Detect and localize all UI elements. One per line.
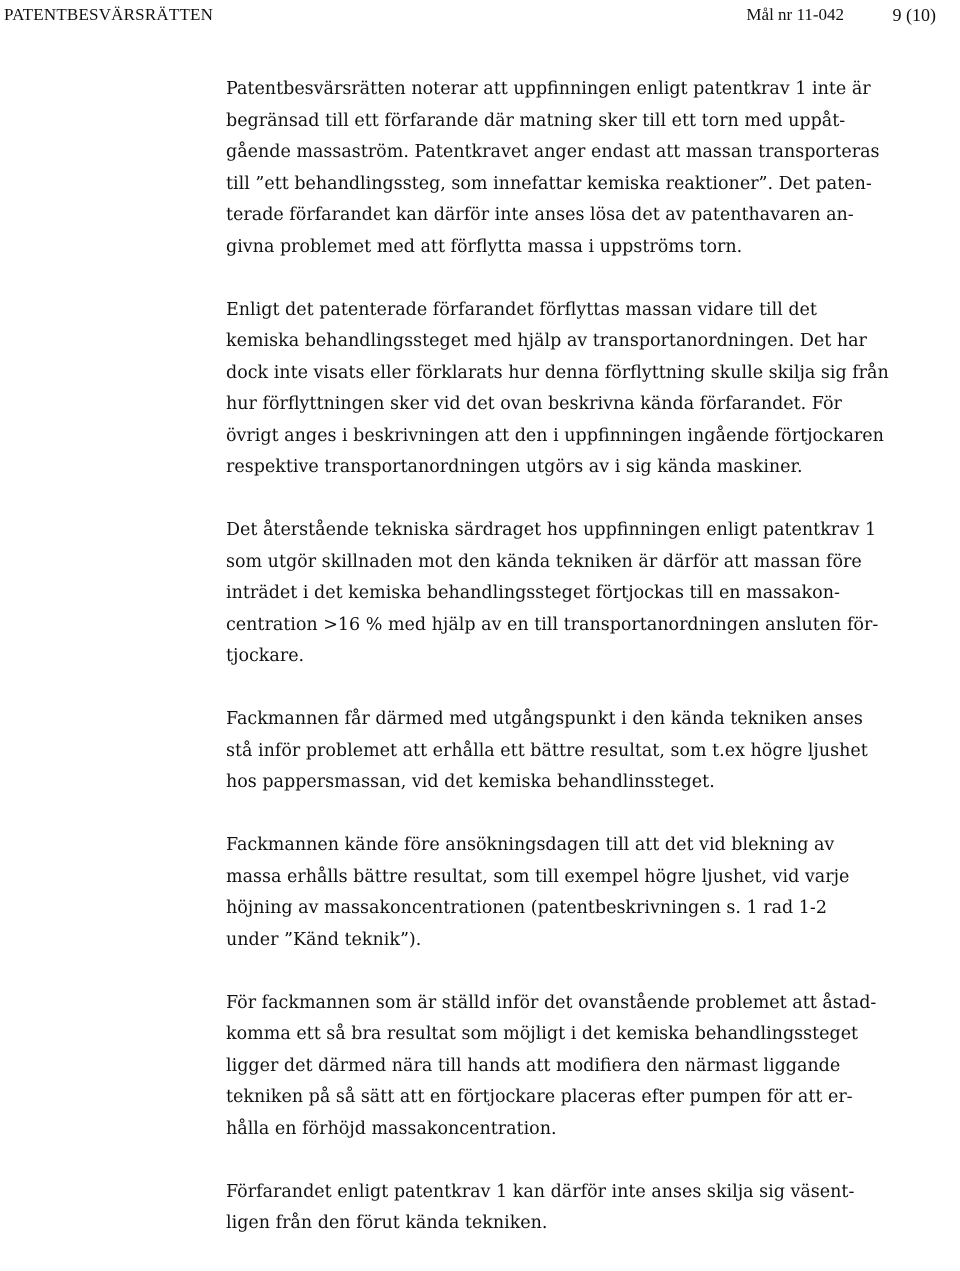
paragraph-3 — [226, 515, 956, 673]
text-line: som utgör skillnaden mot den kända tekniken är därför att massan före — [226, 551, 862, 572]
text-line: Patentbesvärsrätten noterar att uppfinningen enligt patentkrav 1 inte är — [226, 79, 871, 99]
text-line: under ”Känd teknik”). — [226, 929, 422, 950]
text-line: terade förfarandet kan därför inte anses lösa det av patenthavaren an- — [226, 205, 854, 225]
page-header — [0, 0, 960, 30]
text-line: centration >16 % med hjälp av en till transportanordningen ansluten för- — [226, 614, 879, 635]
document-body — [226, 74, 956, 1271]
text-line: Det återstående tekniska särdraget hos uppfinningen enligt patentkrav 1 — [226, 520, 877, 540]
text-line: ligger det därmed nära till hands att modifiera den närmast liggande — [226, 1055, 841, 1076]
text-line: hos pappersmassan, vid det kemiska behandlinssteget. — [226, 772, 715, 792]
paragraph-4 — [226, 704, 956, 799]
text-line: ligen från den förut kända tekniken. — [226, 1213, 548, 1233]
text-line: till ”ett behandlingssteg, som innefattar kemiska reaktioner”. Det paten- — [226, 173, 872, 194]
text-line: tjockare. — [226, 646, 305, 666]
text-line: massa erhålls bättre resultat, som till exempel högre ljushet, vid varje — [226, 866, 850, 887]
text-line: Fackmannen kände före ansökningsdagen till att det vid blekning av — [226, 835, 835, 855]
text-line: komma ett så bra resultat som möjligt i det kemiska behandlingssteget — [226, 1024, 859, 1044]
paragraph-1 — [226, 74, 956, 263]
text-line: stå inför problemet att erhålla ett bättre resultat, som t.ex högre ljushet — [226, 740, 868, 761]
paragraph-7 — [226, 1177, 956, 1240]
text-line: hur förflyttningen sker vid det ovan beskrivna kända förfarandet. För — [226, 394, 842, 414]
text-line: Fackmannen får därmed med utgångspunkt i den kända tekniken anses — [226, 709, 863, 729]
text-line: Förfarandet enligt patentkrav 1 kan därför inte anses skilja sig väsent- — [226, 1181, 855, 1202]
paragraph-2 — [226, 295, 956, 484]
text-line: För fackmannen som är ställd inför det ovanstående problemet att åstad- — [226, 992, 877, 1013]
text-line: givna problemet med att förflytta massa i uppströms torn. — [226, 236, 743, 257]
text-line: gående massaström. Patentkravet anger endast att massan transporteras — [226, 142, 880, 162]
page-number: 9 (10) — [892, 5, 936, 25]
text-line: inträdet i det kemiska behandlingssteget förtjockas till en massakon- — [226, 583, 840, 603]
case-number: Mål nr 11-042 — [746, 5, 844, 24]
text-line: hålla en förhöjd massakoncentration. — [226, 1118, 557, 1139]
text-line: respektive transportanordningen utgörs av i sig kända maskiner. — [226, 457, 803, 477]
text-line: Enligt det patenterade förfarandet förflyttas massan vidare till det — [226, 299, 817, 320]
text-line: dock inte visats eller förklarats hur denna förflyttning skulle skilja sig från — [226, 362, 889, 383]
text-line: övrigt anges i beskrivningen att den i uppfinningen ingående förtjockaren — [226, 425, 884, 446]
text-line: kemiska behandlingssteget med hjälp av transportanordningen. Det har — [226, 331, 867, 351]
text-line: tekniken på så sätt att en förtjockare placeras efter pumpen för att er- — [226, 1087, 853, 1107]
court-name: PATENTBESVÄRSRÄTTEN — [4, 5, 214, 24]
text-line: begränsad till ett förfarande där matning sker till ett torn med uppåt- — [226, 110, 846, 131]
text-line: höjning av massakoncentrationen (patentbeskrivningen s. 1 rad 1-2 — [226, 898, 827, 918]
paragraph-6 — [226, 988, 956, 1146]
paragraph-5 — [226, 830, 956, 956]
